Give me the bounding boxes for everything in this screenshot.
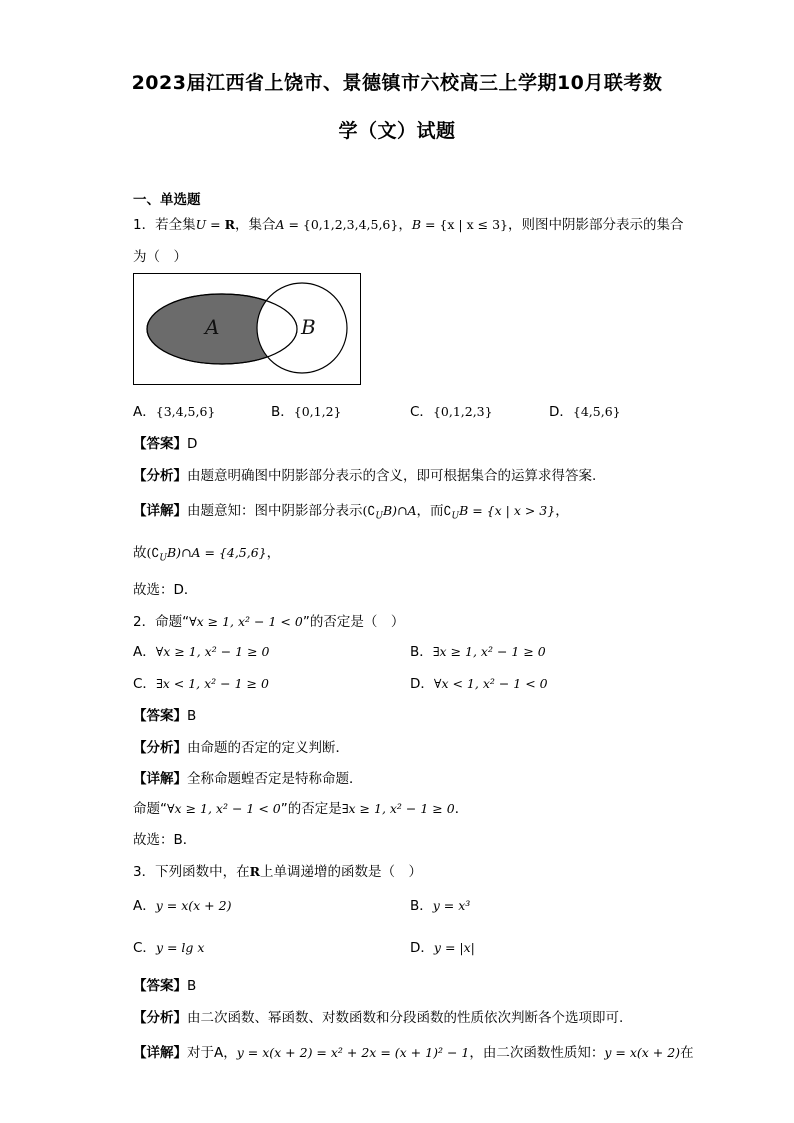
q3-stem: 3．下列函数中，在R上单调递增的函数是（ ） [133,864,422,880]
q2-option-D: D．∀x < 1, x² − 1 < 0 [410,676,548,692]
q1-prefix: 若全集 [155,217,196,233]
q1-setB: = {x | x ≤ 3} [421,217,508,232]
q3-option-B: B．y = x³ [410,898,471,914]
q1-stem-line2: 为（ ） [133,249,187,265]
q1-analysis: 【分析】由题意明确图中阴影部分表示的含义，即可根据集合的运算求得答案. [133,468,597,484]
q1-conclusion: 故选：D． [133,582,198,598]
doc-title-line1: 2023届江西省上饶市、景德镇市六校高三上学期10月联考数 [131,72,663,94]
q2-detail: 【详解】全称命题蝗否定是特称命题． [133,771,363,787]
q1-A: A [275,217,285,232]
q1-detail-line2: 故$(∁_UB)\cap A = \{4,5,6\}$， [133,545,281,564]
q1-setA: = {0,1,2,3,4,5,6} [284,217,399,232]
q1-U: U [195,217,207,232]
q1-option-C: C．{0,1,2,3} [410,404,493,420]
section-heading: 一、单选题 [133,192,201,208]
q3-answer: 【答案】B [133,978,197,994]
q3-analysis: 【分析】由二次函数、幂函数、对数函数和分段函数的性质依次判断各个选项即可. [133,1010,624,1026]
q1-B: B [411,217,422,232]
venn-label-A: A [205,315,220,339]
q1-option-A: A．{3,4,5,6} [133,404,216,420]
q2-option-B: B．∃x ≥ 1, x² − 1 ≥ 0 [410,644,546,660]
q1-detail: 【详解】由题意知：图中阴影部分表示$(∁_UB)\cap A$，而$∁_UB = \{x$ | x > 3}， [133,503,569,522]
q2-analysis: 【分析】由命题的否定的定义判断． [133,740,349,756]
q2-conclusion: 故选：B． [133,832,197,848]
q1-number: 1． [133,217,156,233]
q1-eq: = [206,217,225,232]
doc-title-line2: 学（文）试题 [338,120,456,142]
q2-option-C: C．∃x < 1, x² − 1 ≥ 0 [133,676,269,692]
q1-option-D: D．{4,5,6} [549,404,621,420]
q1-answer: 【答案】D [133,436,198,452]
q1-set-word: ，集合 [234,217,276,233]
q3-option-C: C．y = lg x [133,940,205,956]
q2-option-A: A．∀x ≥ 1, x² − 1 ≥ 0 [133,644,270,660]
q3-option-A: A．y = x(x + 2) [133,898,232,914]
q2-answer: 【答案】B [133,708,197,724]
q1-R: R [224,217,235,232]
venn-diagram [133,273,361,385]
q2-detail-line2: 命题“∀x ≥ 1, x² − 1 < 0”的否定是∃x ≥ 1, x² − 1 ≥ 0． [133,801,469,817]
q3-detail: 【详解】对于A，y = x(x + 2) = x² + 2x = (x + 1)² − 1，由二次函数性质知：y = x(x + 2)在 [133,1045,694,1061]
q1-option-B: B．{0,1,2} [271,404,342,420]
q3-option-D: D．y = |x| [410,940,475,956]
q2-stem: 2．命题“∀x ≥ 1, x² − 1 < 0”的否定是（ ） [133,614,405,630]
q1-suffix: ，则图中阴影部分表示的集合 [507,217,684,233]
q1-comma: ， [398,217,412,233]
venn-label-B: B [301,315,316,339]
q1-stem [133,213,683,233]
